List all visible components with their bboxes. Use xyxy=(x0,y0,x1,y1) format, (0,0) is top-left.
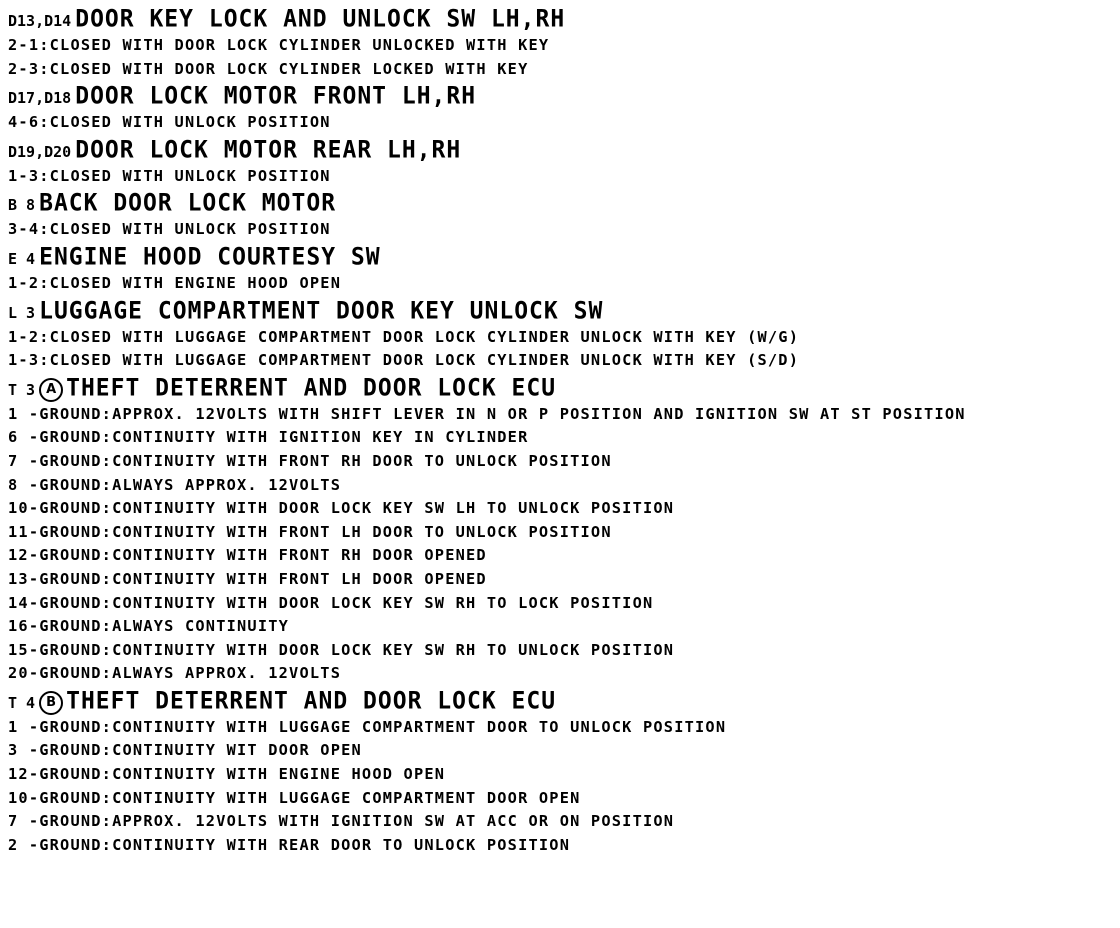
inspection-line: 3-4:CLOSED WITH UNLOCK POSITION xyxy=(8,220,331,239)
section-theft-deterrent-ecu-a xyxy=(8,373,1112,686)
section-door-key-lock-unlock-sw xyxy=(8,4,1112,81)
section-heading xyxy=(8,242,1112,272)
inspection-line: 1-2:CLOSED WITH LUGGAGE COMPARTMENT DOOR LOCK CYLINDER UNLOCK WITH KEY (W/G) xyxy=(8,327,800,346)
connector-code: B 8 xyxy=(8,196,36,215)
connector-marker-circle: A xyxy=(39,378,63,402)
section-back-door-lock-motor xyxy=(8,188,1112,242)
section-title: THEFT DETERRENT AND DOOR LOCK ECU xyxy=(66,374,557,402)
section-title: DOOR KEY LOCK AND UNLOCK SW LH,RH xyxy=(75,5,566,33)
section-title: THEFT DETERRENT AND DOOR LOCK ECU xyxy=(66,687,557,715)
connector-code: D13,D14 xyxy=(8,12,72,30)
inspection-line: 4-6:CLOSED WITH UNLOCK POSITION xyxy=(8,113,331,132)
inspection-line: 1 -GROUND:APPROX. 12VOLTS WITH SHIFT LEVER IN N OR P POSITION AND IGNITION SW AT ST POSITION xyxy=(8,404,966,423)
connector-code: E 4 xyxy=(8,249,36,268)
section-heading xyxy=(8,296,1112,326)
inspection-line: 2 -GROUND:CONTINUITY WITH REAR DOOR TO UNLOCK POSITION xyxy=(8,835,571,854)
inspection-line: 1 -GROUND:CONTINUITY WITH LUGGAGE COMPARTMENT DOOR TO UNLOCK POSITION xyxy=(8,717,727,736)
inspection-line: 2-3:CLOSED WITH DOOR LOCK CYLINDER LOCKED WITH KEY xyxy=(8,59,529,78)
section-heading xyxy=(8,81,1112,111)
connector-code: D17,D18 xyxy=(8,89,72,108)
section-title: LUGGAGE COMPARTMENT DOOR KEY UNLOCK SW xyxy=(39,296,604,325)
section-title: ENGINE HOOD COURTESY SW xyxy=(39,243,381,271)
section-door-lock-motor-front xyxy=(8,81,1112,135)
inspection-line: 10-GROUND:CONTINUITY WITH DOOR LOCK KEY SW LH TO UNLOCK POSITION xyxy=(8,499,675,518)
section-heading xyxy=(8,373,1112,403)
section-luggage-compartment-door-key-unlock-sw xyxy=(8,296,1112,373)
inspection-line: 7 -GROUND:APPROX. 12VOLTS WITH IGNITION SW AT ACC OR ON POSITION xyxy=(8,812,675,831)
inspection-line: 11-GROUND:CONTINUITY WITH FRONT LH DOOR TO UNLOCK POSITION xyxy=(8,522,612,541)
inspection-line: 10-GROUND:CONTINUITY WITH LUGGAGE COMPARTMENT DOOR OPEN xyxy=(8,788,581,807)
inspection-line: 8 -GROUND:ALWAYS APPROX. 12VOLTS xyxy=(8,475,342,494)
section-title: DOOR LOCK MOTOR REAR LH,RH xyxy=(75,136,462,164)
connector-code: L 3 xyxy=(8,303,36,322)
section-heading xyxy=(8,135,1112,165)
inspection-line: 7 -GROUND:CONTINUITY WITH FRONT RH DOOR TO UNLOCK POSITION xyxy=(8,451,612,470)
inspection-line: 1-3:CLOSED WITH UNLOCK POSITION xyxy=(8,166,331,185)
inspection-line: 12-GROUND:CONTINUITY WITH ENGINE HOOD OPEN xyxy=(8,765,446,784)
connector-code: D19,D20 xyxy=(8,142,72,161)
inspection-line: 12-GROUND:CONTINUITY WITH FRONT RH DOOR OPENED xyxy=(8,546,487,565)
section-engine-hood-courtesy-sw xyxy=(8,242,1112,296)
inspection-line: 14-GROUND:CONTINUITY WITH DOOR LOCK KEY SW RH TO LOCK POSITION xyxy=(8,593,654,612)
section-heading xyxy=(8,686,1112,716)
section-door-lock-motor-rear xyxy=(8,135,1112,189)
inspection-line: 1-3:CLOSED WITH LUGGAGE COMPARTMENT DOOR LOCK CYLINDER UNLOCK WITH KEY (S/D) xyxy=(8,351,800,370)
inspection-line: 15-GROUND:CONTINUITY WITH DOOR LOCK KEY SW RH TO UNLOCK POSITION xyxy=(8,640,675,659)
connector-code: T 3 xyxy=(8,380,36,399)
inspection-line: 20-GROUND:ALWAYS APPROX. 12VOLTS xyxy=(8,664,342,683)
connector-code: T 4 xyxy=(8,693,36,712)
inspection-line: 3 -GROUND:CONTINUITY WIT DOOR OPEN xyxy=(8,741,362,760)
inspection-line: 16-GROUND:ALWAYS CONTINUITY xyxy=(8,617,290,636)
section-heading xyxy=(8,4,1112,34)
connector-inspection-document xyxy=(8,4,1112,857)
section-title: BACK DOOR LOCK MOTOR xyxy=(39,189,337,218)
inspection-line: 1-2:CLOSED WITH ENGINE HOOD OPEN xyxy=(8,273,342,292)
inspection-line: 2-1:CLOSED WITH DOOR LOCK CYLINDER UNLOCKED WITH KEY xyxy=(8,36,550,54)
section-title: DOOR LOCK MOTOR FRONT LH,RH xyxy=(75,82,477,110)
inspection-line: 6 -GROUND:CONTINUITY WITH IGNITION KEY IN CYLINDER xyxy=(8,428,529,447)
section-heading xyxy=(8,188,1112,218)
connector-marker-circle: B xyxy=(39,691,63,715)
inspection-line: 13-GROUND:CONTINUITY WITH FRONT LH DOOR OPENED xyxy=(8,569,487,588)
section-theft-deterrent-ecu-b xyxy=(8,686,1112,858)
